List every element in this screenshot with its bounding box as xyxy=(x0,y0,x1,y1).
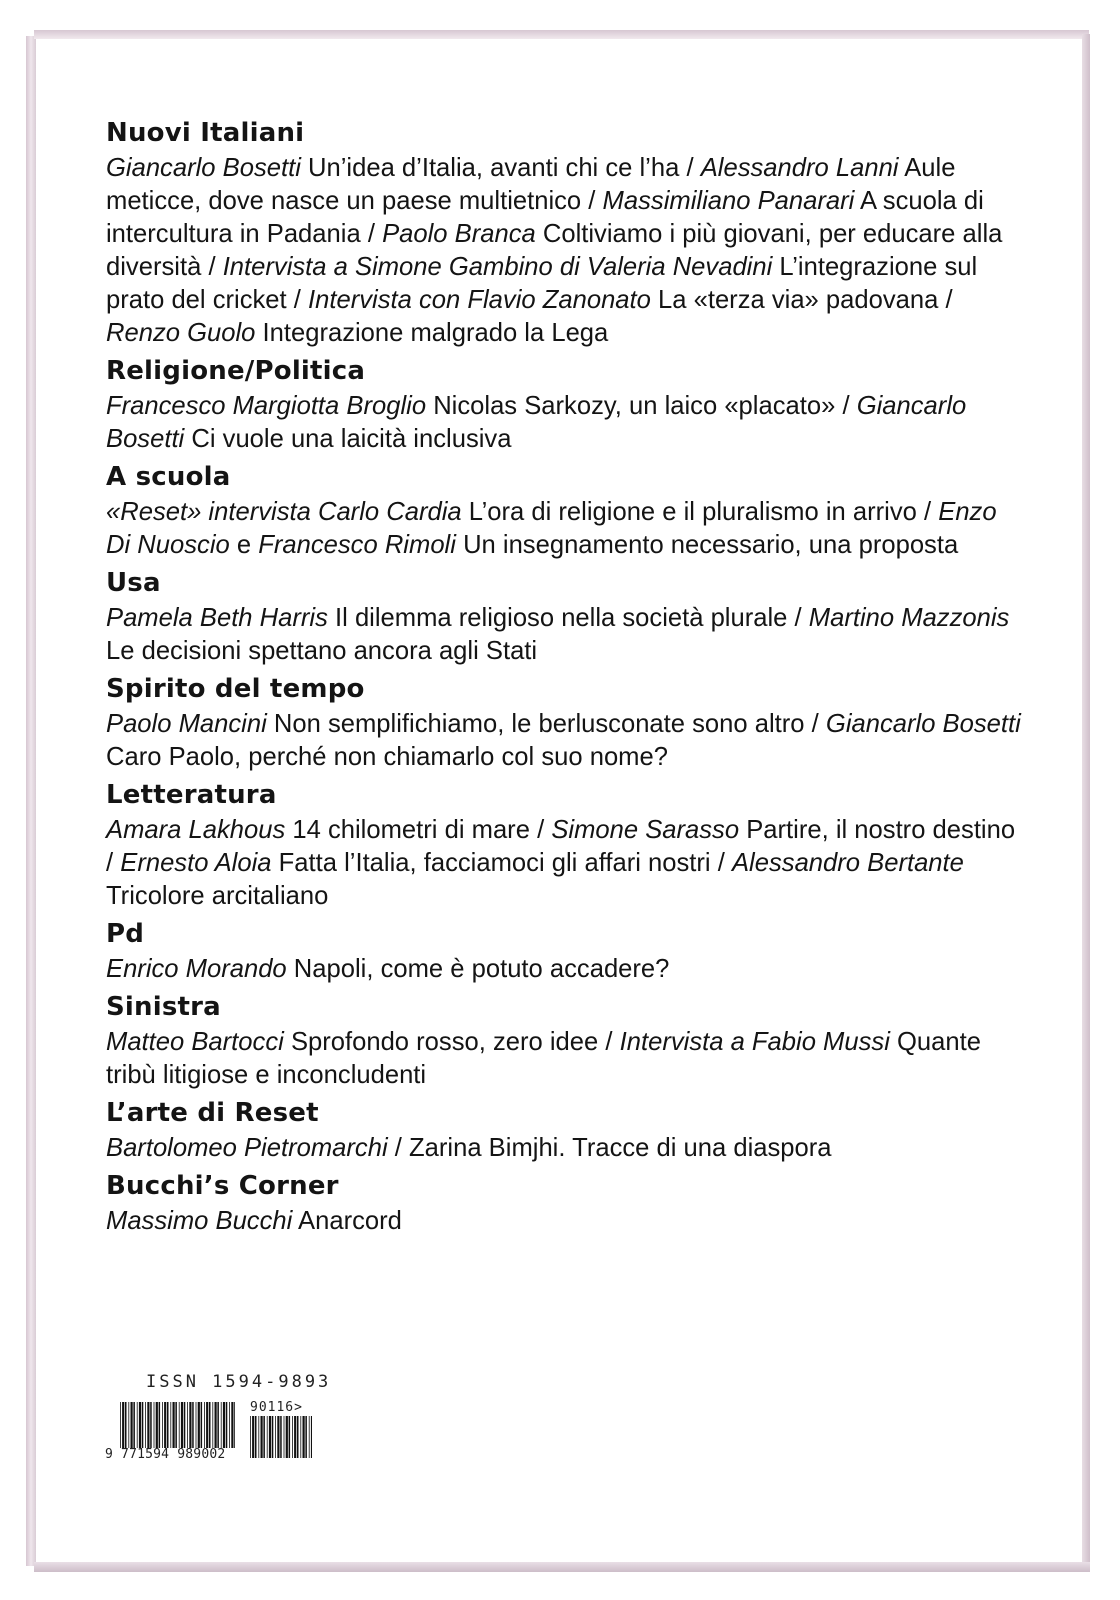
entry-author: Massimo Bucchi xyxy=(106,1207,293,1235)
entry-title: Partire, il nostro destino xyxy=(746,816,1016,844)
barcode-bar xyxy=(167,1402,169,1448)
page-edge-top xyxy=(34,30,1089,39)
entry-author: Giancarlo Bosetti xyxy=(106,392,967,453)
barcode-bar xyxy=(280,1416,282,1458)
page-edge-right xyxy=(1082,34,1090,1570)
page-edge-bottom xyxy=(34,1562,1090,1572)
barcode-bar xyxy=(122,1402,124,1448)
barcode-bar xyxy=(269,1416,271,1458)
entry-title: Caro Paolo, perché non chiamarlo col suo nome? xyxy=(106,743,668,771)
section-heading: Bucchi’s Corner xyxy=(106,1171,339,1201)
section-heading: Letteratura xyxy=(106,780,277,810)
entry-author: Intervista con Flavio Zanonato xyxy=(308,286,651,314)
barcode-bar xyxy=(252,1416,254,1458)
barcode-bar xyxy=(139,1402,141,1448)
section-entries xyxy=(106,1205,1026,1238)
entry-author: Enzo Di Nuoscio xyxy=(106,498,997,559)
barcode-bar xyxy=(223,1402,225,1448)
entry-author: Giancarlo Bosetti xyxy=(825,710,1021,738)
section-heading: A scuola xyxy=(106,462,231,492)
entry-author: Ernesto Aloia xyxy=(120,849,272,877)
entry-separator: / xyxy=(605,1028,613,1056)
entry-separator: / xyxy=(588,187,596,215)
barcode-bar xyxy=(145,1402,146,1448)
entry-connector: e xyxy=(236,531,252,559)
entry-title: Integrazione malgrado la Lega xyxy=(262,319,609,347)
section-entries xyxy=(106,602,1026,668)
barcode-bar xyxy=(272,1416,274,1458)
entry-title: Quante tribù litigiose e inconcludenti xyxy=(106,1028,981,1089)
section-heading: Nuovi Italiani xyxy=(106,118,305,148)
entry-title: Un’idea d’Italia, avanti chi ce l’ha xyxy=(308,154,680,182)
section-heading: L’arte di Reset xyxy=(106,1098,319,1128)
barcode-bar xyxy=(131,1402,133,1448)
barcode-bar xyxy=(215,1402,217,1448)
barcode-bar xyxy=(198,1402,200,1448)
entry-author: Enrico Morando xyxy=(106,955,287,983)
entry-separator: / xyxy=(924,498,932,526)
barcode-addon xyxy=(250,1416,312,1458)
toc-section xyxy=(106,917,1026,986)
entry-author: Bartolomeo Pietromarchi xyxy=(106,1134,388,1162)
entry-separator: / xyxy=(537,816,545,844)
toc-section xyxy=(106,672,1026,774)
entry-title: 14 chilometri di mare xyxy=(292,816,530,844)
barcode-bar xyxy=(258,1416,259,1458)
barcode-bar xyxy=(267,1416,268,1458)
issn-label: ISSN 1594-9893 xyxy=(146,1372,332,1392)
entry-title: Nicolas Sarkozy, un laico «placato» xyxy=(433,392,836,420)
barcode-bar xyxy=(277,1416,279,1458)
barcode-bar xyxy=(147,1402,149,1448)
barcode-bar xyxy=(187,1402,188,1448)
barcode-bar xyxy=(231,1402,233,1448)
barcode-bar xyxy=(311,1416,312,1458)
barcode-bar xyxy=(275,1416,276,1458)
barcode-bar xyxy=(196,1402,197,1448)
barcode-bar xyxy=(175,1402,177,1448)
barcode-bar xyxy=(286,1416,288,1458)
section-heading: Religione/Politica xyxy=(106,356,366,386)
barcode-bar xyxy=(162,1402,163,1448)
barcode-bar xyxy=(181,1402,183,1448)
entry-separator: / xyxy=(208,253,216,281)
entry-title: La «terza via» padovana xyxy=(658,286,939,314)
barcode-bar xyxy=(297,1416,299,1458)
barcode-bar xyxy=(142,1402,144,1448)
section-heading: Spirito del tempo xyxy=(106,674,365,704)
section-entries xyxy=(106,390,1026,456)
entry-author: Simone Sarasso xyxy=(551,816,740,844)
section-entries xyxy=(106,708,1026,774)
entry-title: Un insegnamento necessario, una proposta xyxy=(463,531,959,559)
barcode-bar xyxy=(206,1402,208,1448)
barcode-bar xyxy=(292,1416,293,1458)
barcode-bar xyxy=(189,1402,191,1448)
barcode-bar xyxy=(226,1402,228,1448)
section-heading: Pd xyxy=(106,919,145,949)
barcode-bar xyxy=(159,1402,161,1448)
barcode-bar xyxy=(179,1402,180,1448)
barcode-bar xyxy=(221,1402,222,1448)
entry-title: Non semplifichiamo, le berlusconate sono altro xyxy=(273,710,805,738)
barcode-bar xyxy=(164,1402,166,1448)
section-entries xyxy=(106,814,1026,913)
entry-author: Martino Mazzonis xyxy=(808,604,1010,632)
section-heading: Sinistra xyxy=(106,992,221,1022)
barcode-bar xyxy=(294,1416,296,1458)
toc-section xyxy=(106,990,1026,1092)
section-entries xyxy=(106,1026,1026,1092)
entry-title: Anarcord xyxy=(298,1207,402,1235)
barcode-bar xyxy=(201,1402,203,1448)
barcode-bar xyxy=(303,1416,305,1458)
ean-barcode xyxy=(120,1402,235,1448)
toc-section xyxy=(106,460,1026,562)
toc-section xyxy=(106,778,1026,913)
barcode-bar xyxy=(309,1416,310,1458)
page-edge-left xyxy=(26,36,36,1566)
barcode-bar xyxy=(209,1402,211,1448)
entry-author: Pamela Beth Harris xyxy=(106,604,328,632)
entry-title: Aule meticce, dove nasce un paese multietnico xyxy=(106,154,956,215)
entry-separator: / xyxy=(945,286,953,314)
barcode-digits: 9 771594 989002 xyxy=(105,1447,226,1462)
barcode-bar xyxy=(261,1416,263,1458)
barcode-bar xyxy=(173,1402,175,1448)
table-of-contents xyxy=(106,116,1026,1242)
entry-author: Paolo Branca xyxy=(382,220,536,248)
barcode-addon-digits: 90116> xyxy=(250,1400,303,1415)
entry-separator: / xyxy=(794,604,802,632)
barcode-bar xyxy=(217,1402,219,1448)
entry-author: Massimiliano Panarari xyxy=(602,187,855,215)
barcode-bar xyxy=(300,1416,301,1458)
entry-title: L’integrazione sul prato del cricket xyxy=(106,253,978,314)
entry-author: Francesco Rimoli xyxy=(258,531,456,559)
entry-separator: / xyxy=(686,154,694,182)
entry-title: Ci vuole una laicità inclusiva xyxy=(191,425,512,453)
barcode-bar xyxy=(170,1402,171,1448)
toc-section xyxy=(106,566,1026,668)
entry-author: Renzo Guolo xyxy=(106,319,256,347)
entry-author: Matteo Bartocci xyxy=(106,1028,284,1056)
entry-title: Zarina Bimjhi. Tracce di una diaspora xyxy=(409,1134,832,1162)
entry-title: Le decisioni spettano ancora agli Stati xyxy=(106,637,538,665)
barcode-bar xyxy=(125,1402,127,1448)
entry-author: Alessandro Bertante xyxy=(731,849,964,877)
entry-author: Amara Lakhous xyxy=(106,816,286,844)
barcode-bar xyxy=(120,1402,121,1448)
entry-title: Fatta l’Italia, facciamoci gli affari nostri xyxy=(278,849,711,877)
entry-separator: / xyxy=(106,849,114,877)
barcode-bar xyxy=(204,1402,205,1448)
entry-separator: / xyxy=(293,286,301,314)
entry-title: Coltiviamo i più giovani, per educare alla diversità xyxy=(106,220,1003,281)
section-entries xyxy=(106,953,1026,986)
barcode-bar xyxy=(229,1402,230,1448)
entry-title: L’ora di religione e il pluralismo in arrivo xyxy=(468,498,917,526)
entry-separator: / xyxy=(717,849,725,877)
barcode-bar xyxy=(137,1402,138,1448)
barcode-bar xyxy=(212,1402,213,1448)
barcode-bar xyxy=(263,1416,265,1458)
entry-title: Sprofondo rosso, zero idee xyxy=(290,1028,599,1056)
barcode-bar xyxy=(234,1402,235,1448)
entry-title: Tricolore arcitaliano xyxy=(106,882,329,910)
barcode-bar xyxy=(154,1402,155,1448)
entry-separator: / xyxy=(842,392,850,420)
barcode-bar xyxy=(128,1402,129,1448)
barcode-bar xyxy=(156,1402,158,1448)
toc-section xyxy=(106,1169,1026,1238)
toc-section xyxy=(106,354,1026,456)
entry-separator: / xyxy=(811,710,819,738)
entry-author: Francesco Margiotta Broglio xyxy=(106,392,427,420)
entry-title: Napoli, come è potuto accadere? xyxy=(293,955,670,983)
section-entries xyxy=(106,152,1026,350)
entry-separator: / xyxy=(394,1134,402,1162)
section-entries xyxy=(106,1132,1026,1165)
entry-author: «Reset» intervista Carlo Cardia xyxy=(106,498,462,526)
barcode-bar xyxy=(284,1416,285,1458)
entry-author: Paolo Mancini xyxy=(106,710,267,738)
toc-section xyxy=(106,116,1026,350)
entry-author: Intervista a Fabio Mussi xyxy=(619,1028,890,1056)
barcode-bar xyxy=(192,1402,194,1448)
barcode-bar xyxy=(255,1416,257,1458)
barcode-bar xyxy=(184,1402,186,1448)
toc-section xyxy=(106,1096,1026,1165)
entry-separator: / xyxy=(367,220,375,248)
barcode-bar xyxy=(150,1402,152,1448)
barcode-bar xyxy=(305,1416,307,1458)
entry-author: Giancarlo Bosetti xyxy=(106,154,301,182)
barcode-bar xyxy=(250,1416,251,1458)
section-entries xyxy=(106,496,1026,562)
barcode-bar xyxy=(289,1416,291,1458)
entry-title: A scuola di intercultura in Padania xyxy=(106,187,984,248)
entry-author: Intervista a Simone Gambino di Valeria Nevadini xyxy=(222,253,773,281)
entry-author: Alessandro Lanni xyxy=(700,154,899,182)
entry-title: Il dilemma religioso nella società plurale xyxy=(335,604,788,632)
section-heading: Usa xyxy=(106,568,161,598)
barcode-bar xyxy=(133,1402,135,1448)
